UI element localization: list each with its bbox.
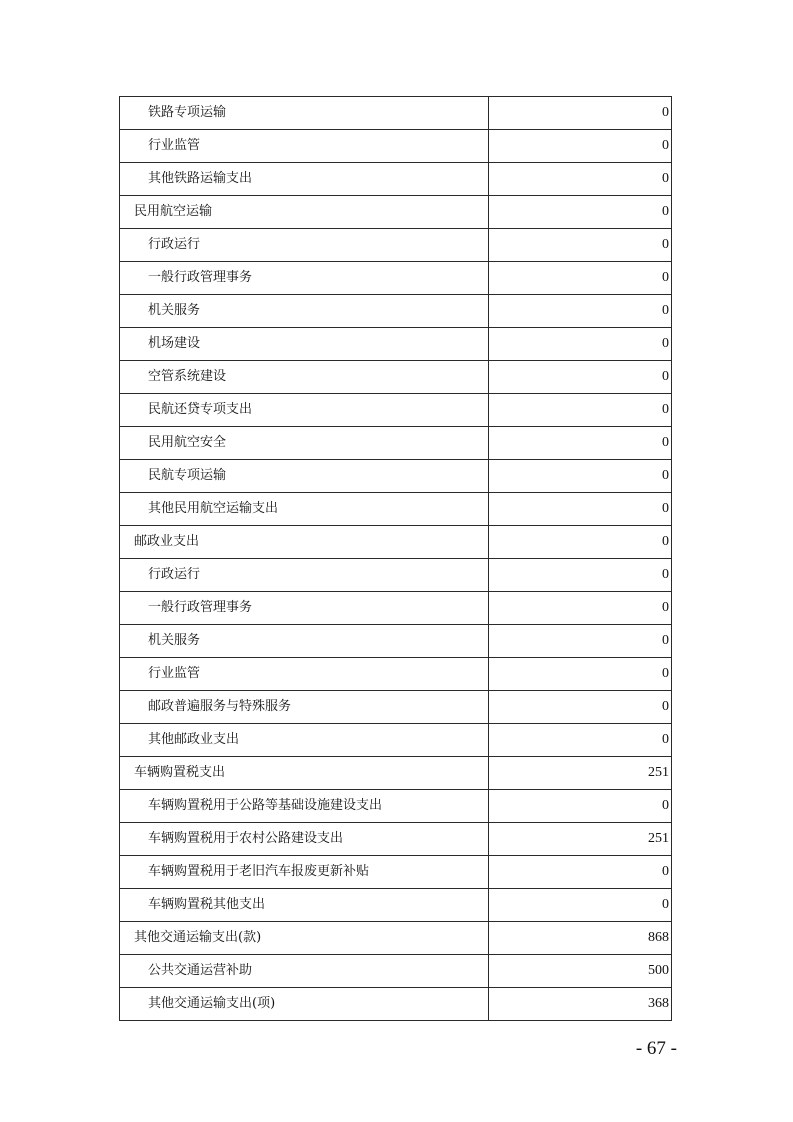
row-name-cell: 其他铁路运输支出 bbox=[120, 163, 489, 196]
row-amount-cell: 0 bbox=[488, 592, 671, 625]
row-amount-cell: 868 bbox=[488, 922, 671, 955]
row-name-cell: 其他邮政业支出 bbox=[120, 724, 489, 757]
row-name-cell: 车辆购置税其他支出 bbox=[120, 889, 489, 922]
row-name-cell: 车辆购置税用于农村公路建设支出 bbox=[120, 823, 489, 856]
row-name-cell: 民用航空运输 bbox=[120, 196, 489, 229]
row-name-cell: 其他民用航空运输支出 bbox=[120, 493, 489, 526]
page-number: - 67 - bbox=[635, 1038, 677, 1059]
table-row bbox=[120, 427, 672, 460]
row-amount-cell: 0 bbox=[488, 526, 671, 559]
table-row bbox=[120, 328, 672, 361]
table-row bbox=[120, 394, 672, 427]
table-row bbox=[120, 97, 672, 130]
table-row bbox=[120, 823, 672, 856]
table-row bbox=[120, 592, 672, 625]
row-name-cell: 行业监管 bbox=[120, 130, 489, 163]
row-amount-cell: 500 bbox=[488, 955, 671, 988]
row-name-cell: 车辆购置税用于老旧汽车报废更新补贴 bbox=[120, 856, 489, 889]
row-amount-cell: 0 bbox=[488, 427, 671, 460]
table-row bbox=[120, 526, 672, 559]
row-amount-cell: 251 bbox=[488, 757, 671, 790]
table-row bbox=[120, 691, 672, 724]
row-name-cell: 民航专项运输 bbox=[120, 460, 489, 493]
row-name-cell: 铁路专项运输 bbox=[120, 97, 489, 130]
table-row bbox=[120, 790, 672, 823]
row-amount-cell: 0 bbox=[488, 493, 671, 526]
row-name-cell: 机关服务 bbox=[120, 295, 489, 328]
table-row bbox=[120, 196, 672, 229]
table-row bbox=[120, 757, 672, 790]
row-name-cell: 民航还贷专项支出 bbox=[120, 394, 489, 427]
row-amount-cell: 0 bbox=[488, 295, 671, 328]
table-row bbox=[120, 724, 672, 757]
row-name-cell: 邮政业支出 bbox=[120, 526, 489, 559]
row-amount-cell: 251 bbox=[488, 823, 671, 856]
row-amount-cell: 0 bbox=[488, 691, 671, 724]
row-amount-cell: 0 bbox=[488, 229, 671, 262]
table-row bbox=[120, 163, 672, 196]
row-amount-cell: 0 bbox=[488, 97, 671, 130]
row-name-cell: 机场建设 bbox=[120, 328, 489, 361]
row-amount-cell: 0 bbox=[488, 328, 671, 361]
table-row bbox=[120, 658, 672, 691]
row-name-cell: 邮政普遍服务与特殊服务 bbox=[120, 691, 489, 724]
row-name-cell: 公共交通运营补助 bbox=[120, 955, 489, 988]
row-name-cell: 车辆购置税用于公路等基础设施建设支出 bbox=[120, 790, 489, 823]
table-row bbox=[120, 295, 672, 328]
row-amount-cell: 0 bbox=[488, 361, 671, 394]
row-name-cell: 机关服务 bbox=[120, 625, 489, 658]
row-amount-cell: 0 bbox=[488, 790, 671, 823]
table-row bbox=[120, 955, 672, 988]
row-name-cell: 行政运行 bbox=[120, 229, 489, 262]
table-row bbox=[120, 922, 672, 955]
table-row bbox=[120, 361, 672, 394]
table-row bbox=[120, 988, 672, 1021]
row-amount-cell: 0 bbox=[488, 262, 671, 295]
row-name-cell: 其他交通运输支出(款) bbox=[120, 922, 489, 955]
row-name-cell: 一般行政管理事务 bbox=[120, 592, 489, 625]
row-amount-cell: 0 bbox=[488, 460, 671, 493]
table-row bbox=[120, 493, 672, 526]
row-name-cell: 民用航空安全 bbox=[120, 427, 489, 460]
table-row bbox=[120, 856, 672, 889]
row-amount-cell: 0 bbox=[488, 394, 671, 427]
row-amount-cell: 0 bbox=[488, 559, 671, 592]
row-amount-cell: 0 bbox=[488, 625, 671, 658]
budget-table-body bbox=[120, 97, 672, 1021]
table-row bbox=[120, 559, 672, 592]
table-row bbox=[120, 229, 672, 262]
row-amount-cell: 0 bbox=[488, 724, 671, 757]
table-row bbox=[120, 460, 672, 493]
row-amount-cell: 0 bbox=[488, 658, 671, 691]
budget-table bbox=[119, 96, 672, 1021]
table-row bbox=[120, 889, 672, 922]
row-amount-cell: 0 bbox=[488, 196, 671, 229]
row-amount-cell: 0 bbox=[488, 130, 671, 163]
row-name-cell: 行业监管 bbox=[120, 658, 489, 691]
row-amount-cell: 368 bbox=[488, 988, 671, 1021]
row-amount-cell: 0 bbox=[488, 163, 671, 196]
row-name-cell: 空管系统建设 bbox=[120, 361, 489, 394]
row-amount-cell: 0 bbox=[488, 889, 671, 922]
row-name-cell: 车辆购置税支出 bbox=[120, 757, 489, 790]
table-row bbox=[120, 130, 672, 163]
table-row bbox=[120, 625, 672, 658]
row-amount-cell: 0 bbox=[488, 856, 671, 889]
row-name-cell: 其他交通运输支出(项) bbox=[120, 988, 489, 1021]
row-name-cell: 行政运行 bbox=[120, 559, 489, 592]
row-name-cell: 一般行政管理事务 bbox=[120, 262, 489, 295]
table-row bbox=[120, 262, 672, 295]
